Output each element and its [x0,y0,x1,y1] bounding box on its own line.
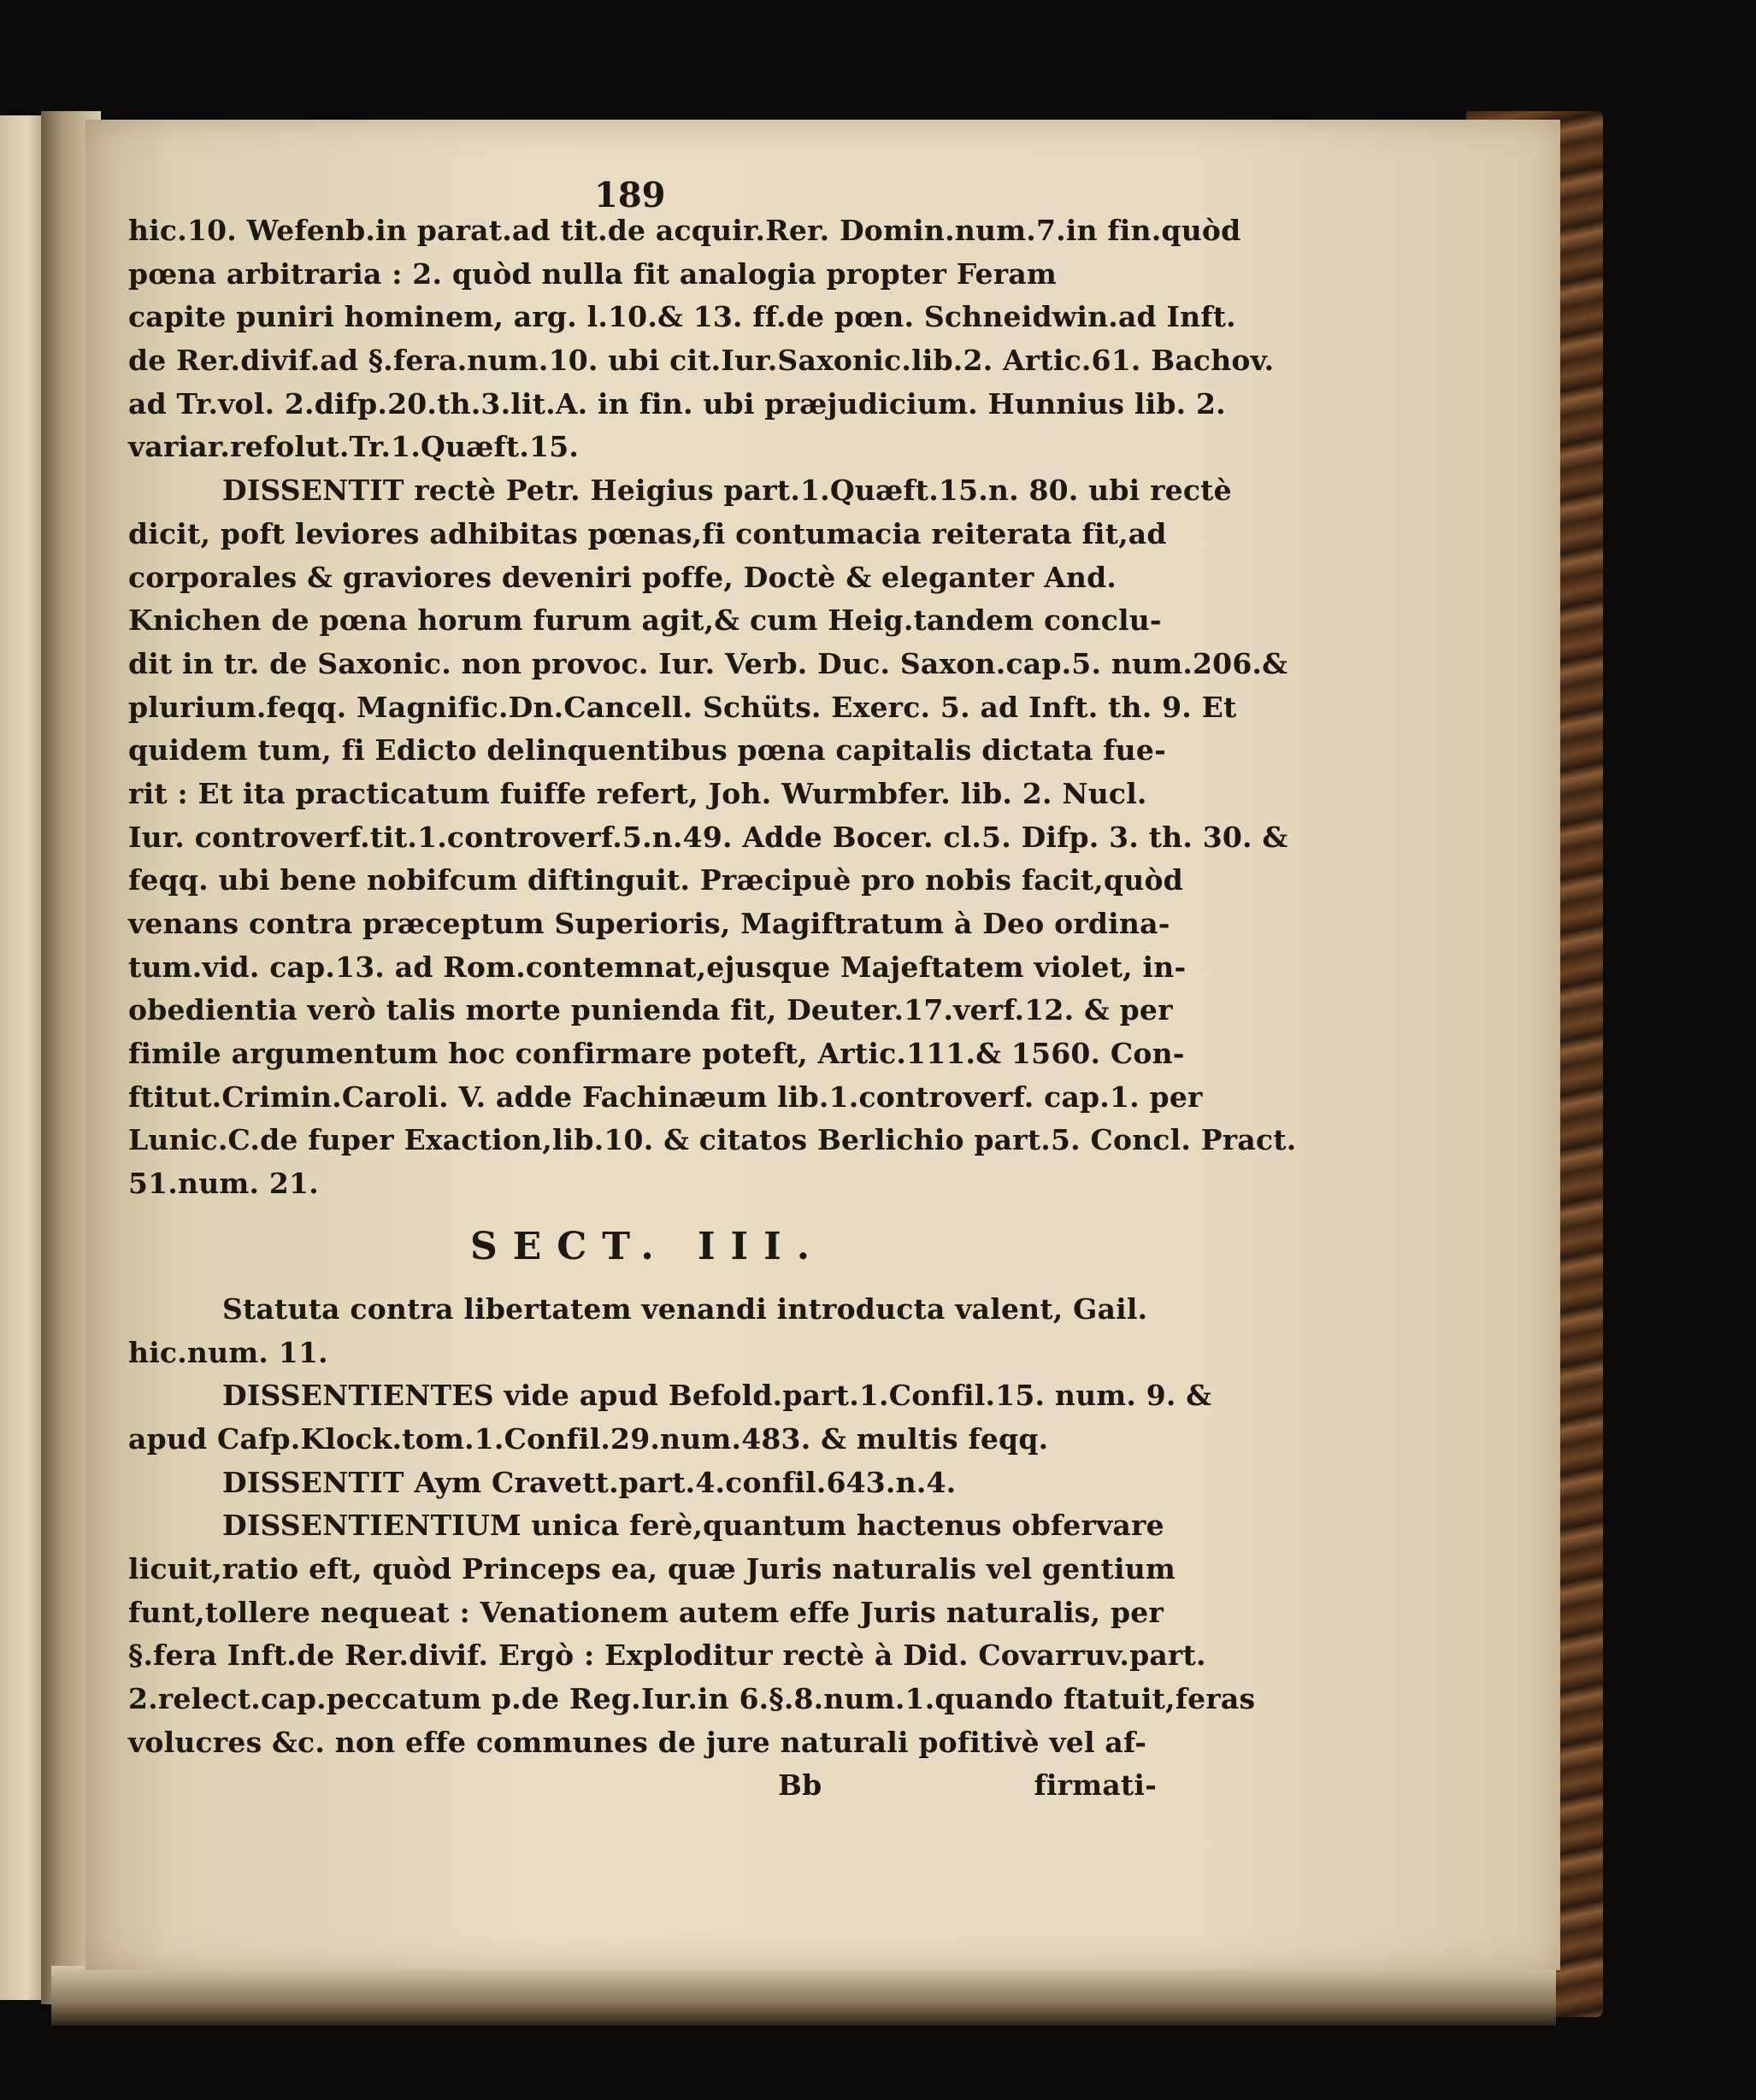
page-bottom-edge [51,1966,1556,2026]
text-line: tum.vid. cap.13. ad Rom.contemnat,ejusque Majeftatem violet, in- [128,950,1187,984]
text-line: DISSENTIT rectè Petr. Heigius part.1.Quæft.15.n. 80. ubi rectè [222,474,1232,508]
page-number: 189 [594,175,666,215]
text-line: venans contra præceptum Superioris, Magiftratum à Deo ordina- [128,907,1170,940]
text-line: volucres &c. non effe communes de jure naturali pofitivè vel af- [128,1725,1147,1759]
page-text [128,167,1297,1808]
text-line: hic.10. Wefenb.in parat.ad tit.de acquir.Rer. Domin.num.7.in fin.quòd [128,214,1241,247]
text-line: ftitut.Crimin.Caroli. V. adde Fachinæum lib.1.controverf. cap.1. per [128,1079,1203,1114]
signature-mark: Bb [778,1768,822,1803]
text-line: de Rer.divif.ad §.fera.num.10. ubi cit.Iur.Saxonic.lib.2. Artic.61. Bachov. [128,344,1275,378]
text-line: capite puniri hominem, arg. l.10.& 13. ff.de pœn. Schneidwin.ad Inft. [128,300,1236,334]
text-line: hic.num. 11. [128,1335,328,1369]
text-line: dicit, poft leviores adhibitas pœnas,fi contumacia reiterata fit,ad [128,516,1167,550]
text-line: licuit,ratio eft, quòd Princeps ea, quæ Juris naturalis vel gentium [128,1551,1176,1585]
text-line: ad Tr.vol. 2.difp.20.th.3.lit.A. in fin. ubi præjudicium. Hunnius lib. 2. [128,386,1226,421]
text-line: corporales & graviores deveniri poffe, Doctè & eleganter And. [128,560,1117,594]
text-line: 51.num. 21. [128,1167,319,1201]
text-line: pœna arbitraria : 2. quòd nulla fit analogia propter Feram [128,256,1058,291]
text-line: plurium.feqq. Magnific.Dn.Cancell. Schüts. Exerc. 5. ad Inft. th. 9. Et [128,690,1237,724]
text-line: Iur. controverf.tit.1.controverf.5.n.49. Adde Bocer. cl.5. Difp. 3. th. 30. & [128,820,1288,854]
text-line: Statuta contra libertatem venandi introducta valent, Gail. [222,1291,1148,1326]
facing-page-edge [0,115,44,2000]
text-line: fimile argumentum hoc confirmare poteft, Artic.111.& 1560. Con- [128,1037,1185,1071]
text-line: rit : Et ita practicatum fuiffe refert, Joh. Wurmbfer. lib. 2. Nucl. [128,776,1147,810]
catchword: firmati- [1034,1768,1157,1803]
text-line: apud Cafp.Klock.tom.1.Confil.29.num.483. & multis feqq. [128,1421,1049,1456]
text-line: 2.relect.cap.peccatum p.de Reg.Iur.in 6.§.8.num.1.quando ftatuit,feras [128,1682,1256,1715]
page-footer [128,1764,1167,1808]
text-line: variar.refolut.Tr.1.Quæft.15. [128,430,580,464]
text-line: Knichen de pœna horum furum agit,& cum Heig.tandem conclu- [128,603,1162,638]
text-line: obedientia verò talis morte punienda fit, Deuter.17.verf.12. & per [128,993,1173,1027]
text-line: DISSENTIENTIUM unica ferè,quantum hactenus obfervare [222,1509,1164,1543]
text-line: quidem tum, fi Edicto delinquentibus pœna capitalis dictata fue- [128,733,1166,768]
section-heading: SECT. III. [469,1224,826,1268]
text-line: feqq. ubi bene nobifcum diftinguit. Præcipuè pro nobis facit,quòd [128,863,1183,897]
text-line: dit in tr. de Saxonic. non provoc. Iur. Verb. Duc. Saxon.cap.5. num.206.& [128,646,1288,680]
text-line: Lunic.C.de fuper Exaction,lib.10. & citatos Berlichio part.5. Concl. Pract. [128,1123,1297,1157]
text-line: funt,tollere nequeat : Venationem autem effe Juris naturalis, per [128,1595,1164,1629]
text-line: §.fera Inft.de Rer.divif. Ergò : Exploditur rectè à Did. Covarruv.part. [128,1638,1206,1673]
text-line: DISSENTIENTES vide apud Befold.part.1.Confil.15. num. 9. & [222,1379,1212,1413]
text-line: DISSENTIT Aym Cravett.part.4.confil.643.n.4. [222,1465,957,1499]
